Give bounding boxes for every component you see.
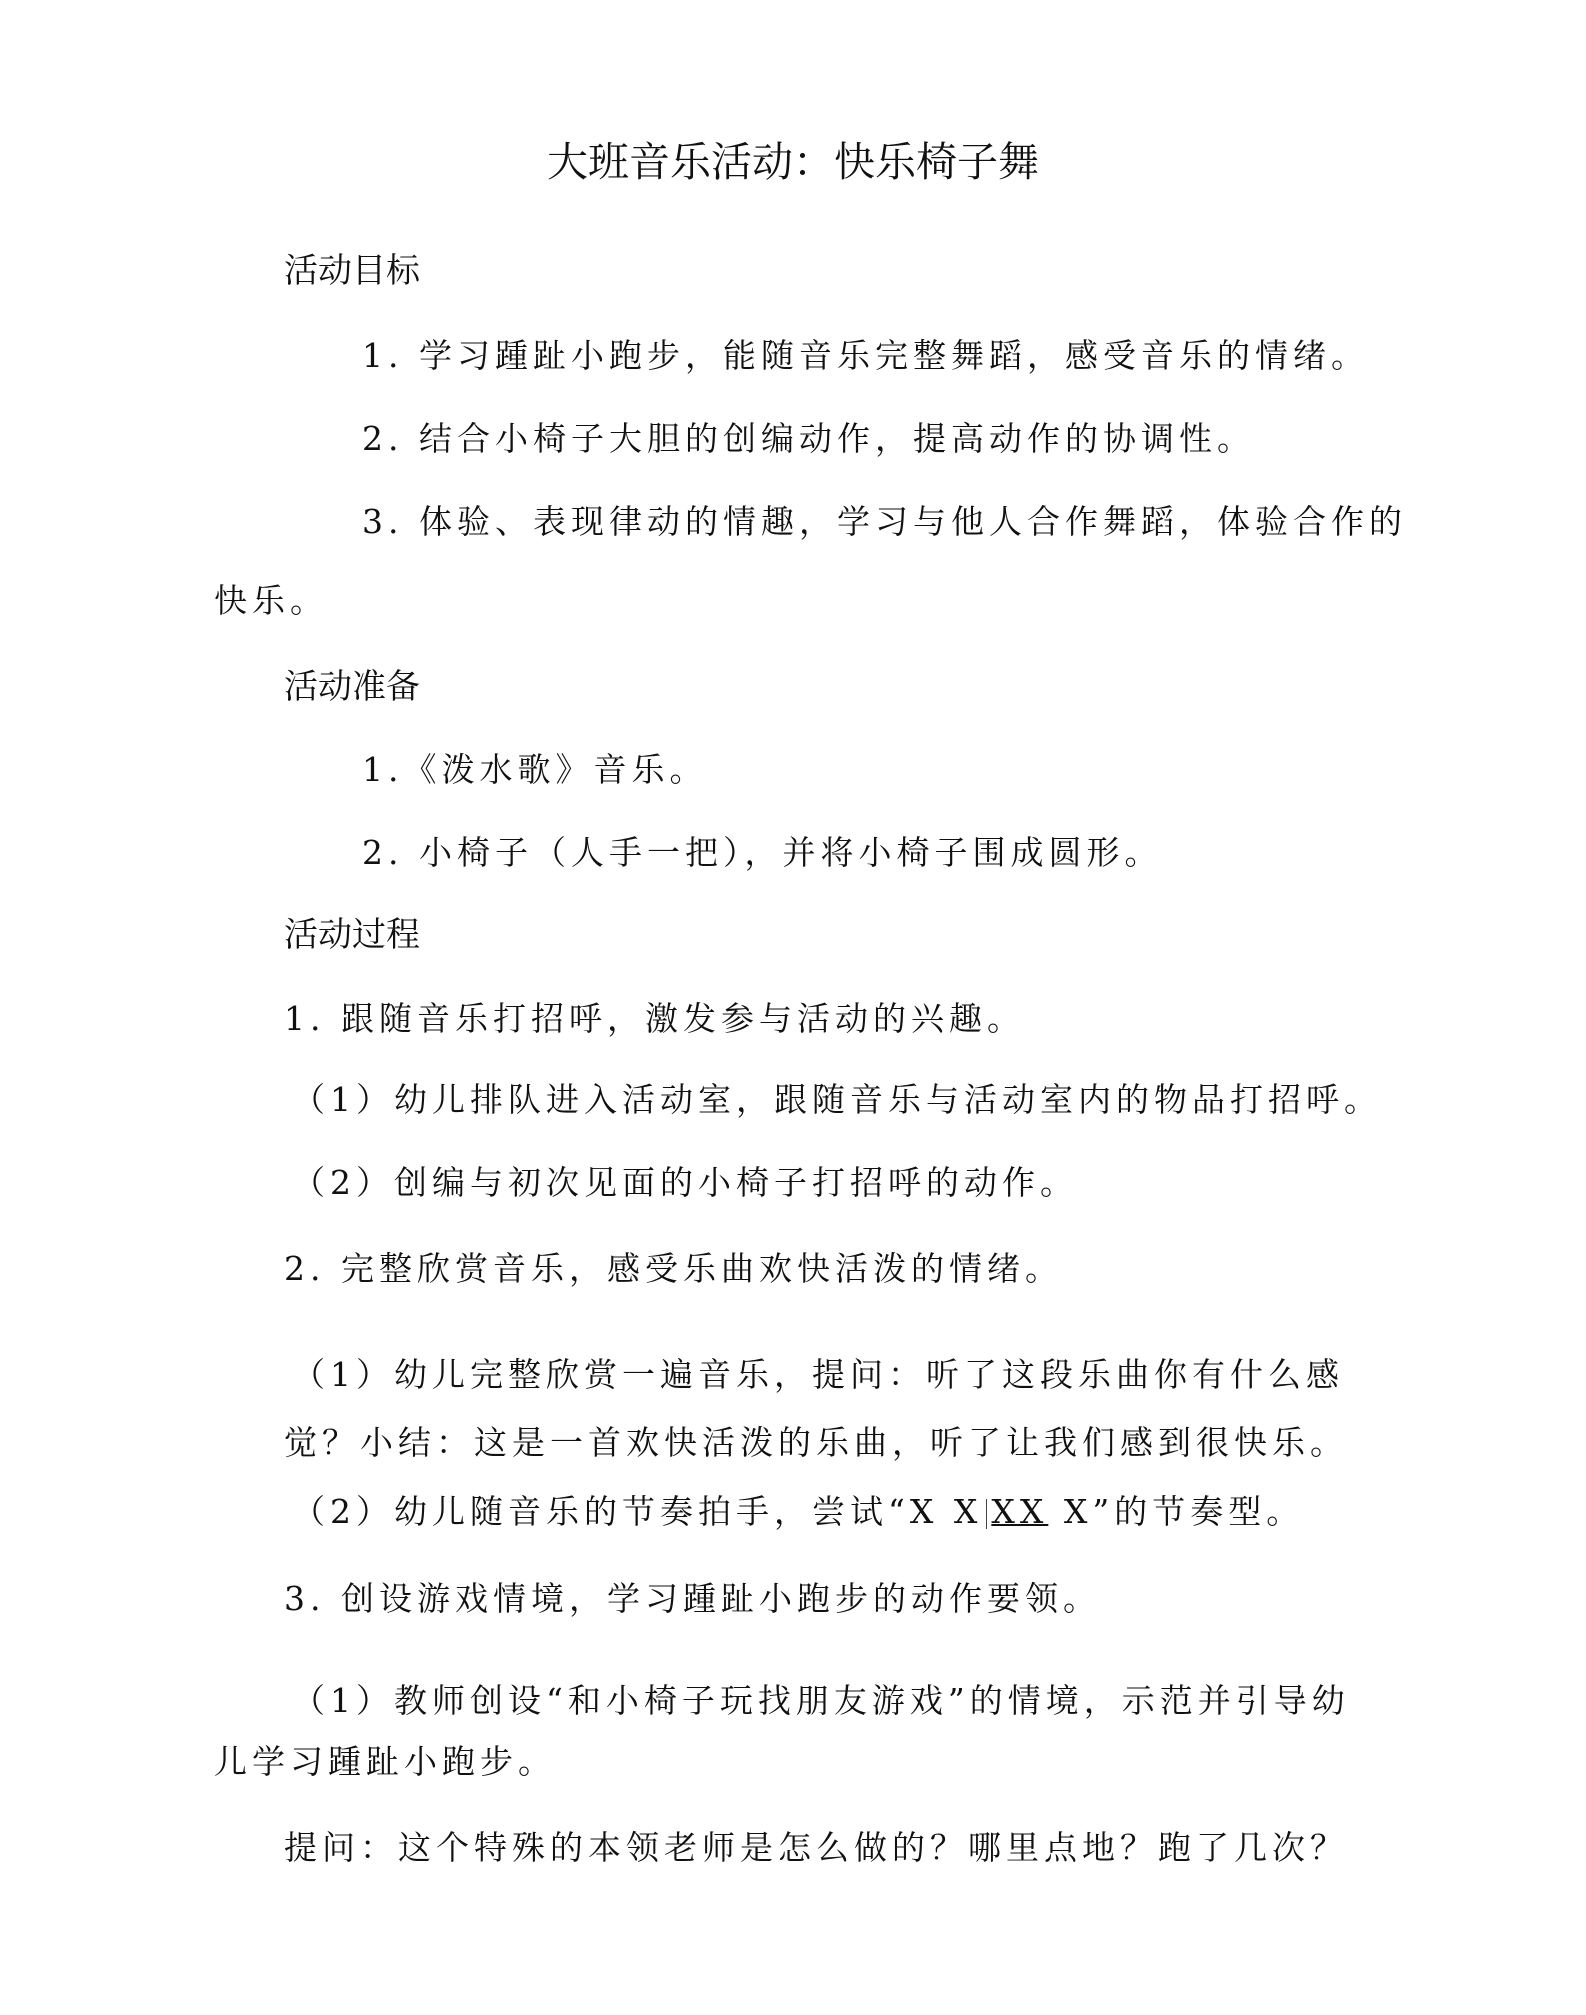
process-step-3-sub-1-continued: 儿学习踵趾小跑步。 xyxy=(214,1742,556,1781)
process-step-2-sub-1: （1）幼儿完整欣赏一遍音乐，提问：听了这段乐曲你有什么感 xyxy=(292,1355,1344,1394)
section-heading-preparation: 活动准备 xyxy=(284,667,420,707)
prep-item-2: 2. 小椅子（人手一把），并将小椅子围成圆形。 xyxy=(362,833,1163,872)
goal-item-2: 2. 结合小椅子大胆的创编动作，提高动作的协调性。 xyxy=(362,419,1255,458)
rhythm-underlined: XX xyxy=(991,1492,1049,1531)
process-step-3-sub-1: （1）教师创设“和小椅子玩找朋友游戏”的情境，示范并引导幼 xyxy=(292,1681,1350,1720)
process-step-1-sub-2: （2）创编与初次见面的小椅子打招呼的动作。 xyxy=(292,1163,1078,1202)
rhythm-prefix: （2）幼儿随音乐的节奏拍手，尝试“X X xyxy=(292,1492,983,1531)
process-step-3: 3. 创设游戏情境，学习踵趾小跑步的动作要领。 xyxy=(284,1579,1101,1618)
rhythm-suffix: X”的节奏型。 xyxy=(1048,1492,1305,1531)
process-step-2-sub-2 xyxy=(292,1492,1305,1531)
process-step-2-sub-1-continued: 觉？小结：这是一首欢快活泼的乐曲，听了让我们感到很快乐。 xyxy=(284,1423,1348,1462)
goal-item-1: 1. 学习踵趾小跑步，能随音乐完整舞蹈，感受音乐的情绪。 xyxy=(362,336,1369,375)
process-question: 提问：这个特殊的本领老师是怎么做的？哪里点地？跑了几次？ xyxy=(284,1828,1348,1867)
bar-line xyxy=(986,1499,987,1529)
goal-item-3-continued: 快乐。 xyxy=(214,581,328,620)
goal-item-3: 3. 体验、表现律动的情趣，学习与他人合作舞蹈，体验合作的 xyxy=(362,502,1407,541)
process-step-2: 2. 完整欣赏音乐，感受乐曲欢快活泼的情绪。 xyxy=(284,1249,1063,1288)
section-heading-goals: 活动目标 xyxy=(284,251,420,291)
document-title: 大班音乐活动：快乐椅子舞 xyxy=(547,138,1039,186)
process-step-1-sub-1: （1）幼儿排队进入活动室，跟随音乐与活动室内的物品打招呼。 xyxy=(292,1080,1382,1119)
process-step-1: 1. 跟随音乐打招呼，激发参与活动的兴趣。 xyxy=(284,999,1025,1038)
prep-item-1: 1.《泼水歌》音乐。 xyxy=(362,750,708,789)
section-heading-process: 活动过程 xyxy=(284,915,420,955)
